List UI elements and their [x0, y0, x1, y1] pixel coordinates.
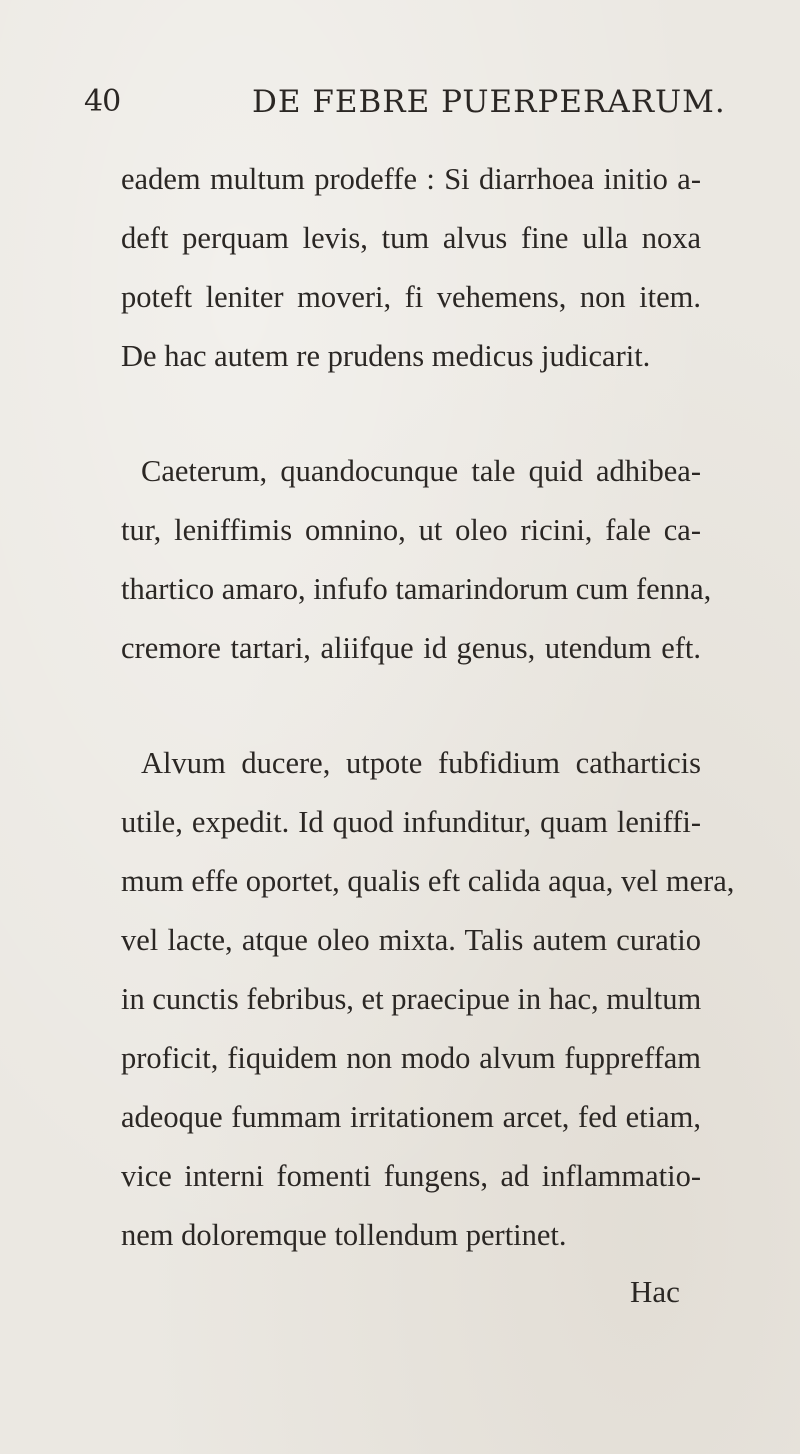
- text-line: mum effe oportet, qualis eft calida aqua, vel mera,: [121, 864, 735, 898]
- text-line: Caeterum, quandocunque tale quid adhibea-: [141, 454, 701, 488]
- text-line: thartico amaro, infufo tamarindorum cum fenna,: [121, 572, 712, 606]
- page-header: [0, 80, 800, 124]
- catchword-area: [0, 1262, 800, 1322]
- text-line: vice interni fomenti fungens, ad inflammatio-: [121, 1159, 701, 1193]
- text-line: nem doloremque tollendum pertinet.: [121, 1218, 567, 1252]
- page-number: 40: [84, 84, 121, 119]
- text-line: vel lacte, atque oleo mixta. Talis autem curatio: [121, 923, 701, 957]
- text-line: tur, leniffimis omnino, ut oleo ricini, fale ca-: [121, 513, 701, 547]
- text-line: eadem multum prodeffe : Si diarrhoea initio a-: [121, 162, 701, 196]
- text-line: utile, expedit. Id quod infunditur, quam leniffi-: [121, 805, 701, 839]
- running-head: DE FEBRE PUERPERARUM.: [252, 84, 726, 120]
- text-line: proficit, fiquidem non modo alvum fuppreffam: [121, 1041, 701, 1075]
- paragraph: [121, 442, 712, 678]
- text-line: De hac autem re prudens medicus judicarit.: [121, 339, 651, 373]
- text-line: in cunctis febribus, et praecipue in hac, multum: [121, 982, 702, 1016]
- catchword: Hac: [630, 1274, 680, 1309]
- text-line: Alvum ducere, utpote fubfidium catharticis: [141, 746, 701, 780]
- paragraph: [121, 150, 701, 386]
- text-line: deft perquam levis, tum alvus fine ulla noxa: [121, 221, 701, 255]
- text-line: adeoque fummam irritationem arcet, fed etiam,: [121, 1100, 701, 1134]
- text-line: cremore tartari, aliifque id genus, utendum eft.: [121, 631, 701, 665]
- text-line: poteft leniter moveri, fi vehemens, non item.: [121, 280, 701, 314]
- paragraph: [121, 734, 735, 1265]
- body-text: [121, 150, 735, 1265]
